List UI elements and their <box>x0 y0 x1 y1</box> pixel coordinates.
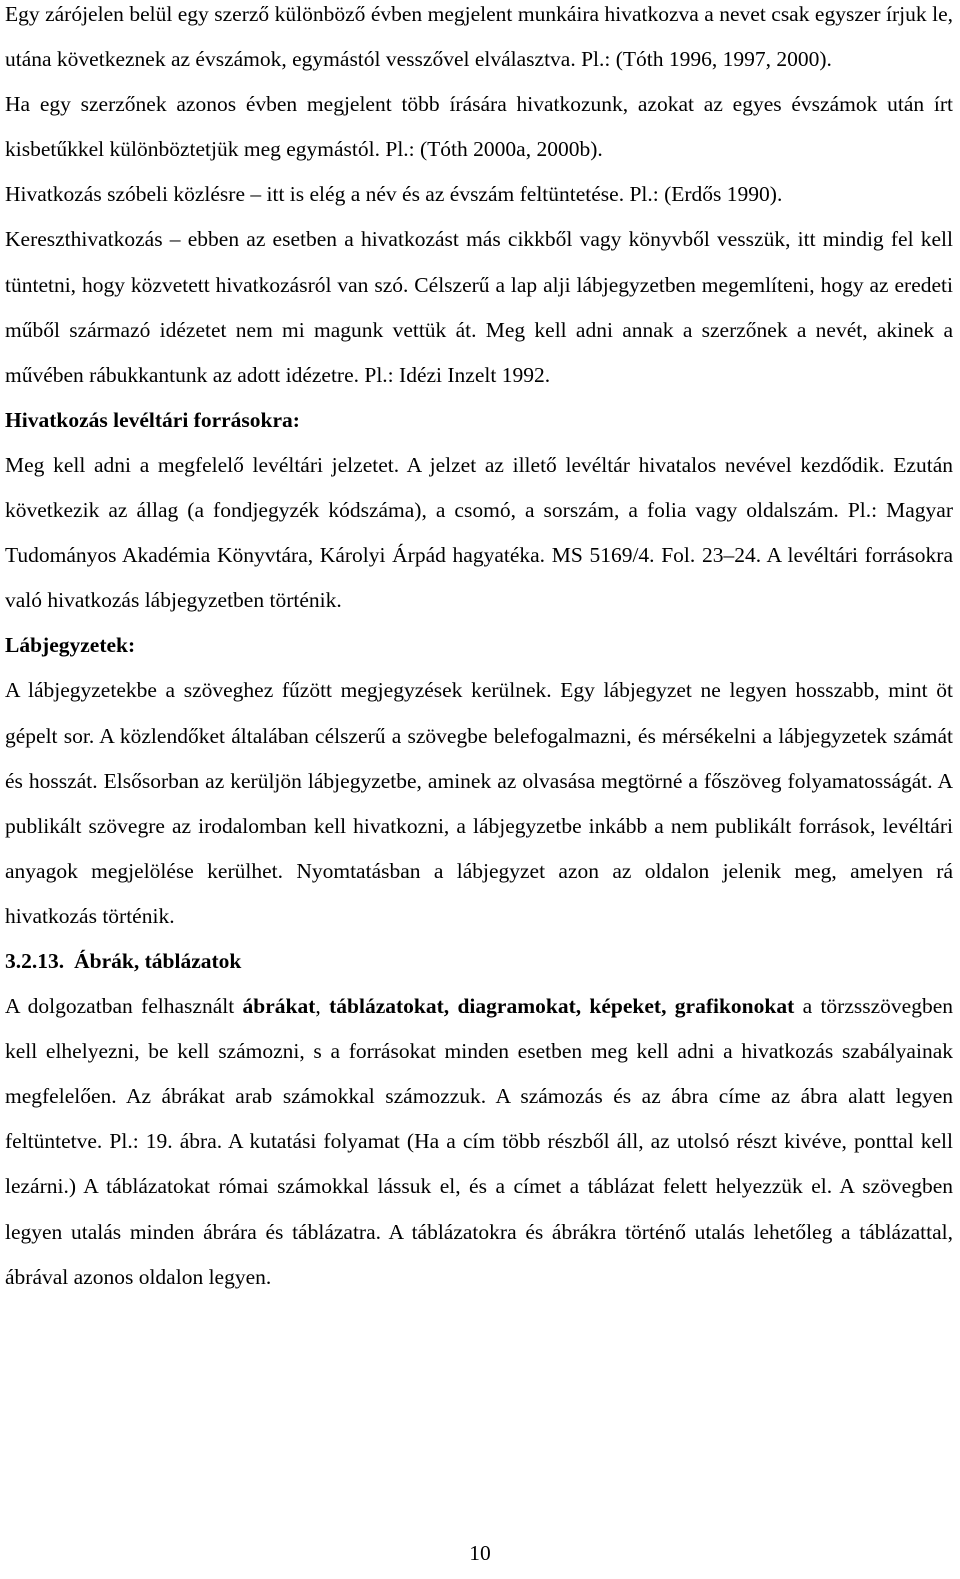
section-heading-figures-tables <box>5 939 953 984</box>
text-run: a törzsszövegben kell elhelyezni, be kell számozni, s a forrásokat minden esetben meg kell adni a hivatkozás szabályainak megfelelően. Az ábrákat arab számokkal számozzuk. A számozás és az ábra címe az ábra alatt legyen feltüntetve. Pl.: 19. ábra. A kutatási folyamat (Ha a cím több részből áll, az utolsó részt kivéve, ponttal kell lezárni.) A táblázatokat római számokkal lássuk el, és a címet a táblázat felett helyezzük el. A szövegben legyen utalás minden ábrára és táblázatra. A táblázatokra és ábrákra történő utalás lehetőleg a táblázattal, ábrával azonos oldalon legyen. <box>5 994 953 1289</box>
paragraph-footnotes: A lábjegyzetekbe a szöveghez fűzött megjegyzések kerülnek. Egy lábjegyzet ne legyen hosszabb, mint öt gépelt sor. A közlendőket általában célszerű a szövegbe belefogalmazni, és mérsékelni a lábjegyzetek számát és hosszát. Elsősorban az kerüljön lábjegyzetbe, aminek az olvasása megtörné a főszöveg folyamatosságát. A publikált szövegre az irodalomban kell hivatkozni, a lábjegyzetbe inkább a nem publikált források, levéltári anyagok megjelölése kerülhet. Nyomtatásban a lábjegyzet azon az oldalon jelenik meg, amelyen rá hivatkozás történik. <box>5 678 953 928</box>
paragraph-figures-tables <box>5 984 953 1300</box>
heading-footnotes: Lábjegyzetek: <box>5 633 136 658</box>
paragraph-oral-communication: Hivatkozás szóbeli közlésre – itt is elég a név és az évszám feltüntetése. Pl.: (Erdős 1990). <box>5 182 783 207</box>
heading-archival-sources: Hivatkozás levéltári forrásokra: <box>5 407 300 432</box>
bold-term-list: táblázatokat, diagramokat, képeket, grafikonokat <box>329 994 795 1019</box>
bold-term-figures: ábrákat <box>242 994 316 1019</box>
section-title: Ábrák, táblázatok <box>74 948 242 973</box>
text-run: , <box>315 994 330 1019</box>
paragraph-archival-sources: Meg kell adni a megfelelő levéltári jelzetet. A jelzet az illető levéltár hivatalos nevével kezdődik. Ezután következik az állag (a fondjegyzék kódszáma), a csomó, a sorszám, a folia vagy oldalszám. Pl.: Magyar Tudományos Akadémia Könyvtára, Károlyi Árpád hagyatéka. MS 5169/4. Fol. 23–24. A levéltári forrásokra való hivatkozás lábjegyzetben történik. <box>5 452 953 613</box>
document-page <box>5 0 953 1300</box>
text-run: A dolgozatban felhasznált <box>5 994 243 1019</box>
section-number: 3.2.13. <box>5 948 65 973</box>
page-number: 10 <box>469 1541 491 1565</box>
paragraph-same-year-works: Ha egy szerzőnek azonos évben megjelent több írására hivatkozunk, azokat az egyes évszámok után írt kisbetűkkel különböztetjük meg egymástól. Pl.: (Tóth 2000a, 2000b). <box>5 92 953 162</box>
paragraph-cross-reference: Kereszthivatkozás – ebben az esetben a hivatkozást más cikkből vagy könyvből vesszük, itt mindig fel kell tüntetni, hogy közvetett hivatkozásról van szó. Célszerű a lap alji lábjegyzetben megemlíteni, hogy az eredeti műből származó idézetet nem mi magunk vettük át. Meg kell adni annak a szerzőnek a nevét, akinek a művében rábukkantunk az adott idézetre. Pl.: Idézi Inzelt 1992. <box>5 227 953 387</box>
paragraph-multiple-years: Egy zárójelen belül egy szerző különböző évben megjelent munkáira hivatkozva a nevet csak egyszer írjuk le, utána következnek az évszámok, egymástól vesszővel elválasztva. Pl.: (Tóth 1996, 1997, 2000). <box>5 2 953 72</box>
